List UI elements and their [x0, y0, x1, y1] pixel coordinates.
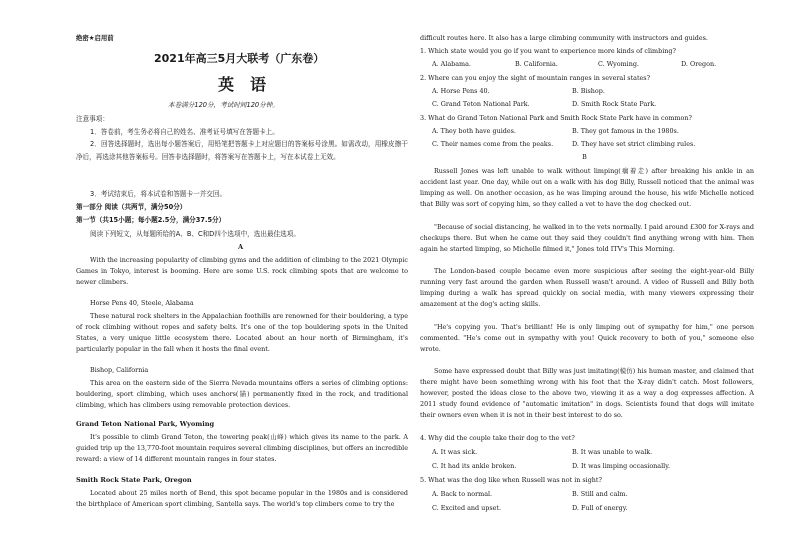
note-2: 2．回答选择题时，选出每小题答案后，用铅笔把答题卡上对应题目的答案标号涂黑。如需改动，用橡皮擦干净后，再选涂其他答案标号。回答非选择题时，将答案写在答题卡上，写在本试卷上无效。 — [76, 140, 408, 161]
option: D. Oregon. — [681, 60, 717, 68]
spot-4-text: Located about 25 miles north of Bend, this spot became popular in the 1980s and is considered the birthplace of American sport climbing, Santella says. The world's top climbers come to try the — [76, 489, 408, 508]
reading-instruction: 阅读下列短文，从每题所给的A、B、C和D四个选项中，选出最佳选项。 — [90, 230, 300, 238]
passage-b-para-5: Some have expressed doubt that Billy was just imitating(模仿) his human master, and claimed that there might have been something wrong with his foot that the X-ray didn't catch. Most followers, however, posted the ideas close to the above two, viewing it as a way a dog expresses affection. A 2011 study found evidence of "automatic imitation" in dogs. Scientists found that dogs will imitate their owners even when it is not in their best interest to do so. — [420, 367, 754, 419]
option: D. It was limping occasionally. — [572, 462, 670, 470]
exam-title: 2021年高三5月大联考（广东卷） — [154, 52, 325, 65]
passage-b-para-3: The London-based couple became even more suspicious after seeing the eight-year-old Billy running very fast around the garden when Russell wasn't around. A video of Russell and Billy both limping during a walk has spread quickly on social media, with many viewers expressing their amazement at the dog's acting skills. — [420, 267, 754, 308]
passage-b-para-2: "Because of social distancing, he walked in to the vets normally. I paid around £300 for X-rays and checkups there. But when he came out they said they couldn't find anything wrong with him. Then again he started limping, so Michelle filmed it," Jones told ITV's This Morning. — [420, 223, 754, 253]
option: C. Wyoming. — [598, 60, 639, 68]
spot-3-text: It's possible to climb Grand Teton, the towering peak(山峰) which gives its name to the park. A guided trip up the 13,770-foot mountain requires several climbing disciplines, but offers an incredible reward: a view of 14 different mountain ranges in four states. — [76, 433, 408, 463]
spot-1-title: Horse Pens 40, Steele, Alabama — [90, 299, 194, 307]
confidential-mark: 绝密★启用前 — [76, 34, 114, 42]
option: C. It had its ankle broken. — [432, 462, 517, 470]
question-2-options-row-2 — [432, 100, 712, 108]
passage-a-label: A — [238, 243, 244, 251]
part-one-title: 第一部分 阅读（共两节，满分50分） — [76, 203, 187, 211]
score-note: 本卷满分120分，考试时间120分钟。 — [168, 101, 279, 109]
question-3-options-row-2 — [432, 140, 712, 148]
option: A. Alabama. — [432, 60, 471, 68]
question-4-options-row-2 — [432, 462, 712, 470]
question-5-stem: 5. What was the dog like when Russell was not in sight? — [420, 476, 602, 484]
option: D. Full of energy. — [572, 504, 628, 512]
option: C. Their names come from the peaks. — [432, 140, 554, 148]
question-1-options — [432, 60, 764, 68]
question-5-options-row-1 — [432, 490, 712, 498]
option: B. Still and calm. — [572, 490, 628, 498]
spot-1-text: These natural rock shelters in the Appalachian foothills are renowned for their bouldering, a type of rock climbing without ropes and safety belts. It's one of the top bouldering spots in the United States, a very unique little ecosystem there. Located about an hour north of Birmingham, it's particularly popular in the fall when it hosts the final event. — [76, 312, 408, 353]
passage-b-para-1: Russell Jones was left unable to walk without limping(瘸着走) after breaking his ankle in an accident last year. One day, while out on a walk with his dog Billy, Russell noticed that the animal was limping as well. On another occasion, as he was limping around the house, his wife Michelle noticed that Billy was sort of copying him, so they called a vet to have the dog checked out. — [420, 167, 754, 208]
notes-heading: 注意事项： — [76, 115, 109, 123]
passage-b-para-4: "He's copying you. That's brilliant! He is only limping out of sympathy for him," one person commented. "He's come out in sympathy with you! Quick recovery to both of you," someone else wrote. — [420, 323, 754, 353]
option: B. Bishop. — [572, 87, 605, 95]
spot-2-text: This area on the eastern side of the Sierra Nevada mountains offers a series of climbing options: bouldering, sport climbing, which uses anchors(锚) permanently fixed in the rock, and traditional climbing, which has climbers using removable protection devices. — [76, 379, 408, 409]
spot-4-title: Smith Rock State Park, Oregon — [76, 476, 192, 484]
passage-a-intro: With the increasing popularity of climbing gyms and the addition of climbing to the 2021 Olympic Games in Tokyo, interest is booming. Here are some U.S. rock climbing spots that are welcome to newer climbers. — [76, 256, 408, 286]
option: B. They got famous in the 1980s. — [572, 127, 679, 135]
question-3-options-row-1 — [432, 127, 712, 135]
option: B. It was unable to walk. — [572, 448, 653, 456]
option: A. They both have guides. — [432, 127, 516, 135]
option: D. Smith Rock State Park. — [572, 100, 657, 108]
question-1-stem: 1. Which state would you go if you want to experience more kinds of climbing? — [420, 47, 676, 55]
spot-3-title: Grand Teton National Park, Wyoming — [76, 420, 215, 428]
spot-2-title: Bishop, California — [90, 366, 149, 374]
note-1: 1．答卷前，考生务必将自己的姓名、准考证号填写在答题卡上。 — [90, 128, 279, 136]
option: A. It was sick. — [432, 448, 478, 456]
question-5-options-row-2 — [432, 504, 712, 512]
question-4-stem: 4. Why did the couple take their dog to the vet? — [420, 434, 575, 442]
option: D. They have set strict climbing rules. — [572, 140, 696, 148]
spot-4-continued: difficult routes here. It also has a large climbing community with instructors and guides. — [420, 34, 708, 42]
question-2-options-row-1 — [432, 87, 712, 95]
question-4-options-row-1 — [432, 448, 712, 456]
option: C. Excited and upset. — [432, 504, 502, 512]
question-3-stem: 3. What do Grand Teton National Park and Smith Rock State Park have in common? — [420, 114, 692, 122]
note-3: 3．考试结束后，将本试卷和答题卡一并交回。 — [90, 190, 227, 198]
section-one-title: 第一节（共15小题；每小题2.5分，满分37.5分） — [76, 216, 226, 224]
option: C. Grand Teton National Park. — [432, 100, 530, 108]
option: A. Back to normal. — [432, 490, 493, 498]
passage-b-label: B — [582, 153, 587, 161]
subject-title: 英 语 — [218, 75, 267, 94]
option: B. California. — [515, 60, 558, 68]
question-2-stem: 2. Where can you enjoy the sight of mountain ranges in several states? — [420, 74, 651, 82]
option: A. Horse Pens 40. — [432, 87, 490, 95]
